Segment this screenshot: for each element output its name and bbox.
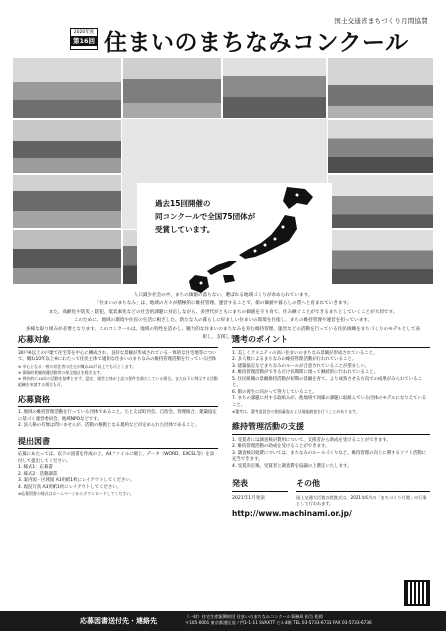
section-title-happyo: 発表 xyxy=(232,478,288,492)
senko-item: 1. 美しくアメニティの高い住まいのまちなみ景観が形成されていること。 xyxy=(232,350,378,356)
photo-street-2 xyxy=(122,57,222,119)
japan-map-icon xyxy=(137,183,332,295)
oubo-taisho-body: 30戸※以上の戸建て住宅等を中心に構成され、良好な景観が形成されている一体的な住宅地等について、概ね10年以上※にわたって住民主体で適切な住まいのまちなみの維持管理活動を行っている団体 xyxy=(18,350,217,362)
photo-street-4 xyxy=(327,57,434,119)
photo-street-6 xyxy=(327,119,434,174)
senko-item: 7. まちの課題に対する取組みが、他地域で同様の課題に取組んでいる団体のモデルになりえていること。 xyxy=(232,396,427,408)
footer-bar xyxy=(0,611,446,631)
oubo-taisho-note: ※ 中心となる一般の居住者の住宅が概ね20戸以上でも可とします。 xyxy=(18,363,137,369)
badge-edition: 第16回 xyxy=(72,37,96,45)
announcement-and-other xyxy=(232,478,430,507)
photo-street-5 xyxy=(12,119,122,174)
shien-item: 3. 調査検討経費については、まちなみのルールづくりなど、維持管理の向上に関するソフト活動に充当できます。 xyxy=(232,450,427,462)
teishutsu-list-item: 4. 現況写真 A3用紙1枚にレイアウトしてください。 xyxy=(18,484,122,490)
teishutsu-list-item: 1. 様式1：応募書 xyxy=(18,465,53,470)
teishutsu-list-item: 2. 様式2：活動調書 xyxy=(18,471,58,477)
photo-street-8 xyxy=(327,174,434,229)
photo-street-9 xyxy=(12,229,122,285)
senko-item: 2. 多人数によるまちなみの維持管理活動が行われていること。 xyxy=(232,357,357,362)
senko-item: 6. 街の再生に向かって努力していること。 xyxy=(232,389,317,395)
left-column xyxy=(18,334,218,497)
oubo-shikaku-item: 1. 地域の維持管理活動を行っている団体であること。たとえば町内会、自治会、管理組合、建築協定に基づく運営委員会、地域NPOなどです。 xyxy=(18,410,217,422)
oubo-taisho-note: ※ 街路的景観保護活動等の保全地区を除きます。 xyxy=(18,369,104,375)
photo-street-3 xyxy=(222,57,327,119)
sponsor-label: 国土交通省まちづくり月間協賛 xyxy=(334,17,428,25)
photo-street-7 xyxy=(12,174,122,229)
footer-address: （一財）住宅生産振興財団 住まいのまちなみコンクール事務局 担当 松岡 〒105-0001 東京都港区虎ノ門1-1-11 SVAXTT ビル4階 TEL 03-5733-6733 FAX 03-5733-6736 xyxy=(185,614,372,625)
shien-item: 1. 受賞者には調査検討費用について、支援者から助成を受けることができます。 xyxy=(232,437,391,443)
oubo-shikaku-item: 2. 法人格の有無は問いませんが、活動の根拠となる規約などが定められた団体であること。 xyxy=(18,423,200,428)
oubo-taisho-note: ※ 例外的に10年の活動を基準とせず、認定、運営主体が上記の要件を満たしている場合。また以下に例示する活動組織を申請する場合も可。 xyxy=(18,375,218,387)
photo-collage xyxy=(12,57,434,285)
teishutsu-note: ※応募図書の様式はホームページからダウンロードしてください。 xyxy=(18,491,135,496)
photo-street-12 xyxy=(327,229,434,285)
announcement-date: 2021年1月発表 xyxy=(232,495,265,501)
section-title-oubo-shikaku: 応募資格 xyxy=(18,394,218,408)
shien-item: 2. 維持管理活動の助成を受けることができます。 xyxy=(232,444,330,449)
senko-item: 3. 建築協定などまちなみのルールが合意されていることが望ましい。 xyxy=(232,363,370,369)
teishutsu-list-item: 3. 案内図・区域図 A3用紙1枚にレイアウトしてください。 xyxy=(18,478,135,483)
map-caption: 過去15回開催の 同コンクールで全国75団体が 受賞しています。 xyxy=(155,199,256,234)
sonota-body: 国土交通大臣賞の授賞式は、2021年6月の「まちづくり月間」の行事として行われます。 xyxy=(296,494,427,506)
footer-label: 応募図書送付先・連絡先 xyxy=(80,617,157,625)
section-title-teishutsu: 提出図書 xyxy=(18,436,218,450)
teishutsu-body: 応募にあたっては、以下の図書を作成の上、A4ファイルに綴じ、データ（WORD、EXCEL等）を添付して提出してください。 xyxy=(18,452,215,464)
qr-code-icon xyxy=(404,580,430,606)
japan-map-panel xyxy=(137,183,332,295)
website-link[interactable]: http://www.machinami.or.jp/ xyxy=(232,508,352,518)
edition-badge xyxy=(70,28,98,50)
photo-street-1 xyxy=(12,57,122,119)
right-column xyxy=(232,334,430,518)
page-title: 住まいのまちなみコンクール xyxy=(104,30,409,56)
senko-item: 5. 住民組織の景観維持活動が初期の景観を育て、より成熟させる方向での成果がみられていること。 xyxy=(232,376,422,388)
badge-year: 2020年度 xyxy=(73,30,95,35)
section-title-shien: 維持管理活動の支援 xyxy=(232,421,430,435)
section-title-oubo-taisho: 応募対象 xyxy=(18,334,218,348)
senko-item: 4. 維持管理活動ができるだけ長期間に渡って継続的に行われていること。 xyxy=(232,370,379,375)
section-title-senko: 選考のポイント xyxy=(232,334,430,348)
senko-note: ※選考は、選考委員会の書面審査および現地調査を行うことがあります。 xyxy=(232,409,360,414)
intro-text: 人口減少社会の中、まちの価値の落ちない、選ばれる地域づくりが求められています。 「住まいのまちなみ」は、地域の方々が積極的に維持管理、運営することで、街の価値や暮らしの質へと育まれていきます。 また、高齢化や防災・防犯、低炭素化などの社会的課題に対応しながら、多世代がともにまちの価値を守り育て、住み継ぐことができるまちとしていくことが大切です。 このために、地域の環境や住民の生活に根ざした、新たな人の暮らしに好ましい住まいの環境を目指し、まちの維持管理や運営を担っています。 多様な取り組みが必要となります。このコンクールは、地域の特性を活かし、魅力的な住まいのまちなみを育む維持管理、運営などの活動を行っている住民組織をまちづくりのモデルとして表彰し、支援します。 xyxy=(25,293,421,341)
section-title-sonota: その他 xyxy=(296,478,430,492)
shien-item: 4. 受賞決定後、受賞者と調査費を協議の上選定いたします。 xyxy=(232,463,352,469)
